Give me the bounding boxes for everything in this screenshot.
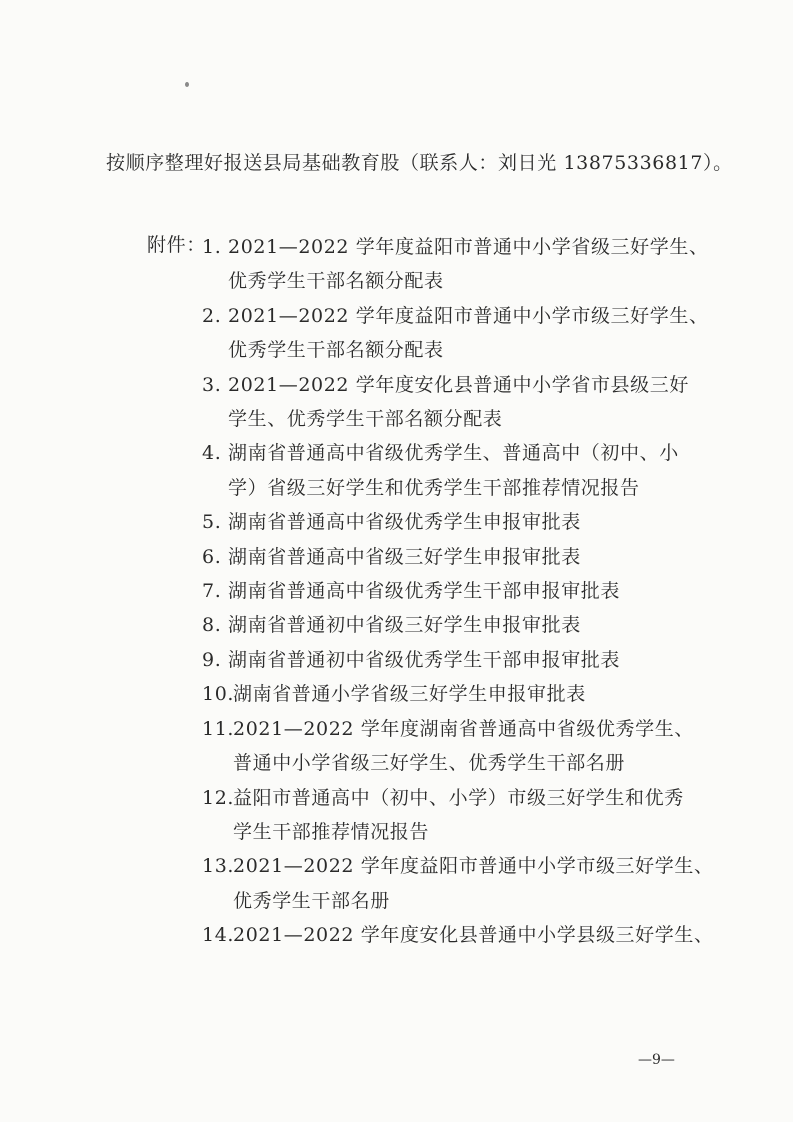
attachment-number: 5. [202, 511, 222, 534]
attachment-text: 2021—2022 学年度益阳市普通中小学省级三好学生、 [228, 236, 709, 258]
attachment-text: 湖南省普通小学省级三好学生申报审批表 [233, 683, 586, 706]
attachment-item [202, 436, 714, 505]
attachment-text: 湖南省普通初中省级优秀学生干部申报审批表 [228, 648, 621, 671]
intro-paragraph: 按顺序整理好报送县局基础教育股（联系人：刘日光 13875336817）。 [106, 152, 733, 174]
attachment-number: 1. [202, 236, 222, 258]
attachment-text: 湖南省普通高中省级优秀学生干部申报审批表 [228, 580, 621, 603]
attachment-text: 2021—2022 学年度安化县普通中小学县级三好学生、 [233, 924, 714, 947]
attachment-text: 益阳市普通高中（初中、小学）市级三好学生和优秀 [233, 786, 684, 809]
attachment-item [202, 608, 714, 642]
attachment-item [202, 574, 714, 608]
attachment-item [202, 368, 714, 437]
attachment-text: 2021—2022 学年度益阳市普通中小学市级三好学生、 [228, 304, 709, 327]
attachment-number: 7. [202, 580, 222, 603]
scan-speck [185, 82, 189, 87]
attachment-text: 普通中小学省级三好学生、优秀学生干部名册 [233, 752, 626, 775]
attachment-number: 11. [202, 717, 235, 740]
attachment-item [202, 781, 714, 850]
attachment-number: 12. [202, 786, 235, 809]
attachment-text: 2021—2022 学年度益阳市普通中小学市级三好学生、 [233, 855, 714, 878]
attachment-number: 10. [202, 683, 235, 706]
attachment-item [202, 918, 714, 952]
attachment-item [202, 712, 714, 781]
attachment-text: 优秀学生干部名册 [233, 889, 390, 912]
attachment-text: 优秀学生干部名额分配表 [228, 339, 444, 362]
attachment-number: 3. [202, 373, 222, 396]
attachment-text: 湖南省普通高中省级三好学生申报审批表 [228, 545, 581, 568]
attachment-item [202, 505, 714, 539]
attachment-number: 4. [202, 442, 222, 465]
attachment-text: 湖南省普通初中省级三好学生申报审批表 [228, 614, 581, 637]
attachment-item [202, 643, 714, 677]
attachment-text: 学）省级三好学生和优秀学生干部推荐情况报告 [228, 476, 640, 499]
attachment-text: 学生干部推荐情况报告 [233, 820, 430, 843]
attachment-text: 湖南省普通高中省级优秀学生申报审批表 [228, 511, 581, 534]
attachment-item [202, 677, 714, 711]
attachment-text: 优秀学生干部名额分配表 [228, 270, 444, 293]
attachments-list [202, 230, 714, 953]
attachment-number: 8. [202, 614, 222, 637]
attachment-text: 2021—2022 学年度安化县普通中小学省市县级三好 [228, 373, 689, 396]
attachment-number: 9. [202, 648, 222, 671]
attachment-number: 13. [202, 855, 235, 878]
attachment-item [202, 230, 714, 299]
attachment-item [202, 299, 714, 368]
attachment-text: 2021—2022 学年度湖南省普通高中省级优秀学生、 [233, 717, 694, 740]
attachment-text: 学生、优秀学生干部名额分配表 [228, 408, 503, 431]
attachment-item [202, 849, 714, 918]
attachment-number: 6. [202, 545, 222, 568]
attachments-label: 附件： [147, 234, 206, 256]
attachment-number: 14. [202, 924, 235, 947]
attachment-number: 2. [202, 304, 222, 327]
page-number: —9— [638, 1052, 675, 1068]
attachment-item [202, 540, 714, 574]
attachment-text: 湖南省普通高中省级优秀学生、普通高中（初中、小 [228, 442, 679, 465]
